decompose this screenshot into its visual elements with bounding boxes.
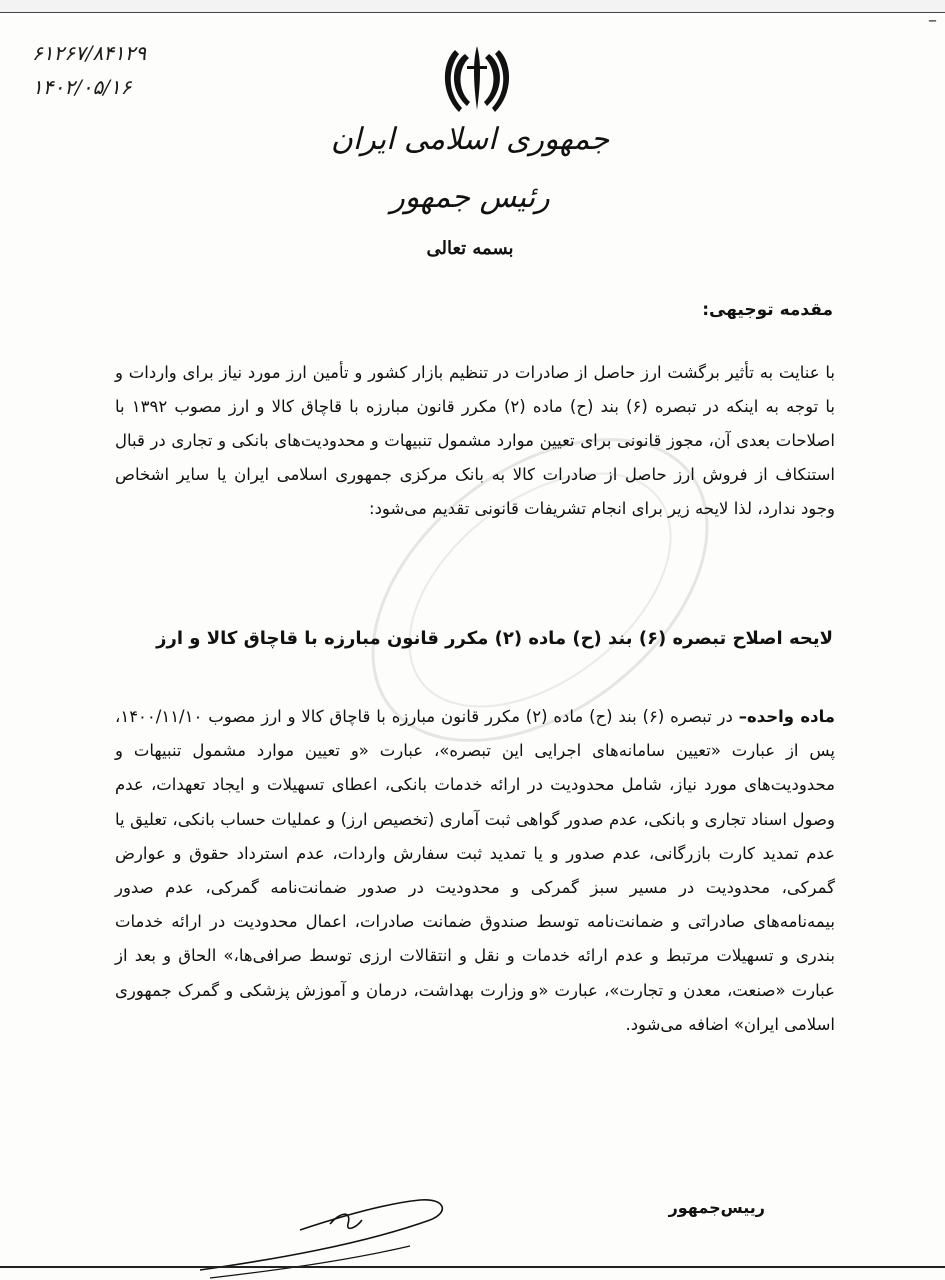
reference-number: ۶۱۲۶۷/۸۴۱۲۹	[32, 41, 147, 65]
intro-title: مقدمه توجیهی:	[702, 300, 833, 320]
corner-mark: –	[928, 10, 937, 31]
article-text: در تبصره (۶) بند (ح) ماده (۲) مکرر قانون مبارزه با قاچاق کالا و ارز مصوب ۱۴۰۰/۱۱/۱۰، پس از عبارت «تعیین سامانه‌های اجرایی این تبصره»، عبارت «و تعیین موارد مشمول تنبیهات و محدودیت‌های مورد نیاز، شامل محدودیت در ارائه خدمات بانکی، اعطای تسهیلات و ایجاد تعهدات، عدم وصول اسناد تجاری و بانکی، عدم صدور گواهی ثبت آماری (تخصیص ارز) و عملیات حساب بانکی، تعلیق یا عدم تمدید کارت بازرگانی، عدم صدور و یا تمدید ثبت سفارش واردات، عدم استرداد حقوق و عوارض گمرکی، محدودیت در مسیر سبز گمرکی و محدودیت در صدور ضمانت‌نامه گمرکی، عدم صدور بیمه‌نامه‌های صادراتی و ضمانت‌نامه توسط صندوق ضمانت صادرات، اعمال محدودیت در ارائه خدمات بندری و تسهیلات مرتبط و عدم ارائه خدمات و نقل و انتقالات ارزی توسط صرافی‌ها،» الحاق و بعد از عبارت «صنعت، معدن و تجارت»، عبارت «و وزارت بهداشت، درمان و آموزش پزشکی و گمرک جمهوری اسلامی ایران» اضافه می‌شود.	[115, 707, 835, 1034]
scan-bottom-edge	[0, 1266, 945, 1268]
reference-date: ۱۴۰۲/۰۵/۱۶	[32, 75, 132, 99]
article-label: ماده واحده–	[738, 707, 835, 726]
signature-label: رییس‌جمهور	[668, 1198, 765, 1217]
basmala: بسمه تعالی	[426, 238, 514, 259]
intro-paragraph: با عنایت به تأثیر برگشت ارز حاصل از صادرات در تنظیم بازار کشور و تأمین ارز مورد نیاز برای واردات و با توجه به اینکه در تبصره (۶) بند (ح) ماده (۲) مکرر قانون مبارزه با قاچاق کالا و ارز مصوب ۱۳۹۲ با اصلاحات بعدی آن، مجوز قانونی برای تعیین موارد مشمول تنبیهات و محدودیت‌های بانکی و تجاری در قبال استنکاف از فروش ارز حاصل از صادرات کالا به بانک مرکزی جمهوری اسلامی ایران یا سایر اشخاص وجود ندارد، لذا لایحه زیر برای انجام تشریفات قانونی تقدیم می‌شود:	[115, 363, 835, 518]
bill-title: لایحه اصلاح تبصره (۶) بند (ح) ماده (۲) مکرر قانون مبارزه با قاچاق کالا و ارز	[156, 628, 833, 649]
country-name: جمهوری اسلامی ایران	[330, 122, 610, 157]
article-paragraph	[115, 700, 835, 1042]
scan-top-edge	[0, 0, 945, 13]
reference-block	[32, 36, 182, 104]
iran-emblem-icon	[437, 40, 517, 120]
office-title: رئیس جمهور	[390, 180, 550, 215]
